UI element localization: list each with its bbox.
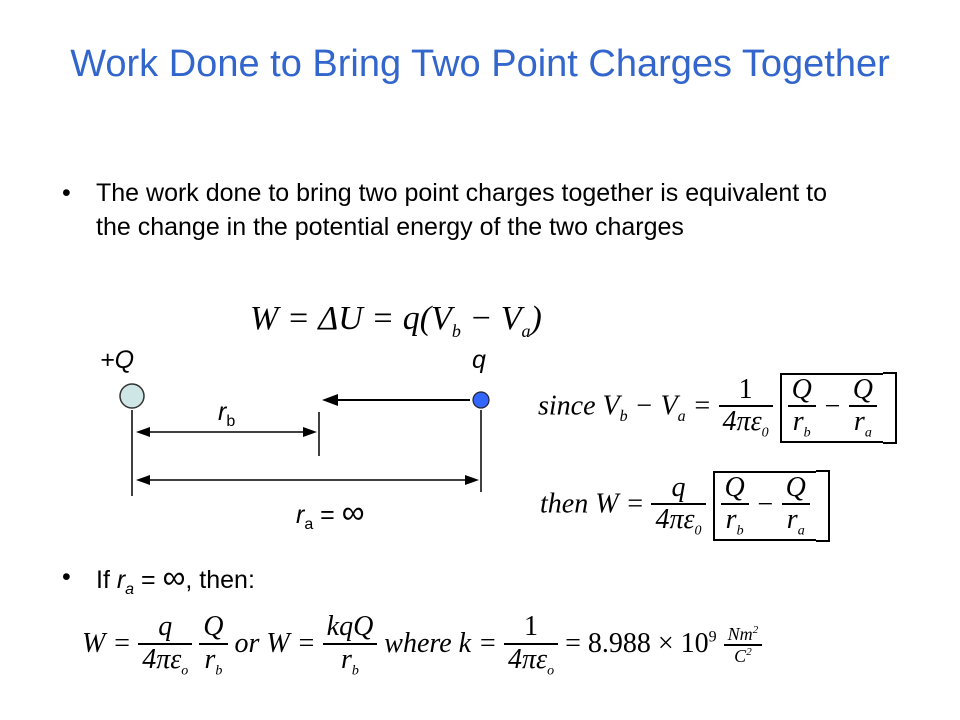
bullet-text: If $r_a$ = ∞, then: <box>96 559 255 598</box>
ra-arrow-right-head <box>465 475 479 485</box>
bullet-marker: • <box>62 179 71 207</box>
rb-label: $r_b$ <box>218 398 236 430</box>
rb-arrow-left-head <box>136 427 150 437</box>
slide-title: Work Done to Bring Two Point Charges Together <box>70 43 890 85</box>
ra-label: $r_a$ = ∞ <box>296 494 365 533</box>
rb-arrow-right-head <box>303 427 317 437</box>
bullet-marker: • <box>62 563 71 591</box>
equation-work-then: then W = $\frac{q}{4\pi\varepsilon_0}$ $\frac{Q}{r_b}$ − $\frac{Q}{r_a}$ <box>540 470 830 542</box>
charge-q-circle <box>473 392 489 408</box>
ra-arrow-left-head <box>136 475 150 485</box>
bullet-text: The work done to bring two point charges together is equivalent to the change in the potential energy of the two charges <box>96 179 827 241</box>
equation-final-work: W = $\frac{q}{4\pi\varepsilon_o}$ $\frac{Q}{r_b}$ or W = $\frac{\text{kqQ}}{r_b}$ where k = $\frac{1}{4\pi\varepsilon_o}$ = $8.988 \times 10^9$ $\frac{Nm^2}{C^2}$ <box>82 612 762 679</box>
equation-potential-difference: since $V_b - V_a$ = $\frac{1}{4\pi\varepsilon_0}$ $\frac{Q}{r_b}$ − $\frac{Q}{r_a}$ <box>538 372 897 444</box>
equation-work-potential: $W = \Delta U = q(V_b - V_a)$ <box>250 300 542 341</box>
motion-arrow-head <box>322 394 338 406</box>
charge-q-label: q <box>472 346 486 374</box>
charge-Q-label: +Q <box>100 346 135 374</box>
charge-Q-circle <box>120 384 144 408</box>
